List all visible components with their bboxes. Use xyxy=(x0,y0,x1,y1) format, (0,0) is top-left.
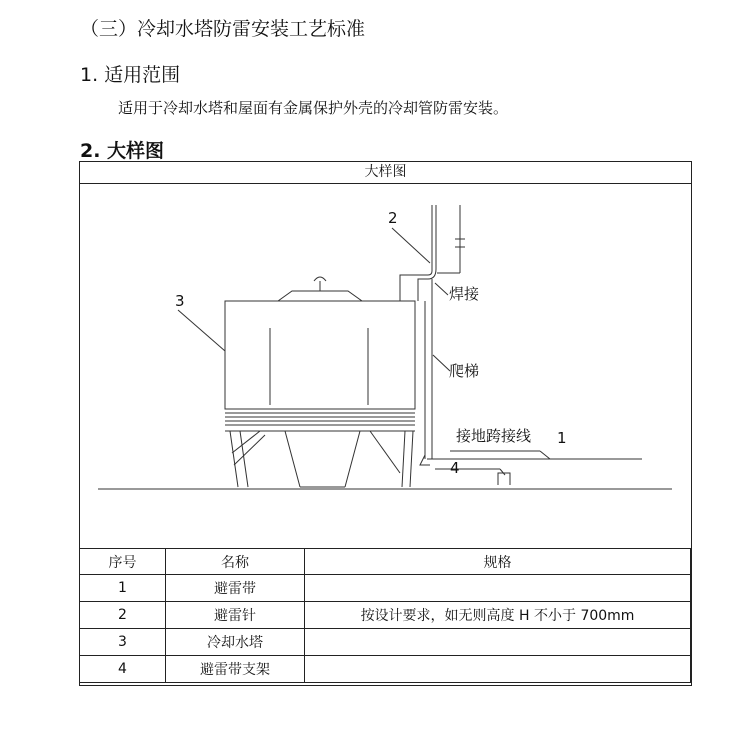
row-number: 1 xyxy=(80,575,166,602)
detail-drawing-frame xyxy=(79,161,692,686)
detail-drawing xyxy=(80,183,690,548)
callout-ladder: 爬梯 xyxy=(449,362,480,380)
section-heading-detail: 2. 大样图 xyxy=(80,140,165,162)
cooling-tower-body xyxy=(225,301,415,409)
row-spec xyxy=(305,575,691,602)
table-row xyxy=(80,656,691,683)
callout-2: 2 xyxy=(388,209,398,227)
ladder-rail xyxy=(400,205,432,301)
row-name: 避雷带 xyxy=(166,575,305,602)
callout-1: 1 xyxy=(557,429,567,447)
table-row xyxy=(80,629,691,656)
table-row xyxy=(80,602,691,629)
callout-3: 3 xyxy=(175,292,185,310)
row-number: 2 xyxy=(80,602,166,629)
table-header-row xyxy=(80,549,691,575)
row-spec xyxy=(305,629,691,656)
drawing-title: 大样图 xyxy=(80,162,691,184)
header-spec: 规格 xyxy=(305,549,691,575)
callout-jumper: 接地跨接线 xyxy=(456,427,532,445)
support-block xyxy=(498,473,510,485)
row-number: 3 xyxy=(80,629,166,656)
callout-weld: 焊接 xyxy=(449,285,480,303)
header-number: 序号 xyxy=(80,549,166,575)
page-title: （三）冷却水塔防雷安装工艺标准 xyxy=(80,18,366,40)
scope-paragraph: 适用于冷却水塔和屋面有金属保护外壳的冷却管防雷安装。 xyxy=(118,99,509,117)
callout-4: 4 xyxy=(450,459,460,477)
fan-cap xyxy=(314,277,326,281)
table-row xyxy=(80,575,691,602)
section-heading-scope: 1. 适用范围 xyxy=(80,64,181,86)
header-name: 名称 xyxy=(166,549,305,575)
row-spec: 按设计要求，如无则高度 H 不小于 700mm xyxy=(305,602,691,629)
row-name: 避雷带支架 xyxy=(166,656,305,683)
row-number: 4 xyxy=(80,656,166,683)
fan-cover xyxy=(278,291,362,301)
component-table xyxy=(79,548,691,683)
row-name: 冷却水塔 xyxy=(166,629,305,656)
row-spec xyxy=(305,656,691,683)
row-name: 避雷针 xyxy=(166,602,305,629)
